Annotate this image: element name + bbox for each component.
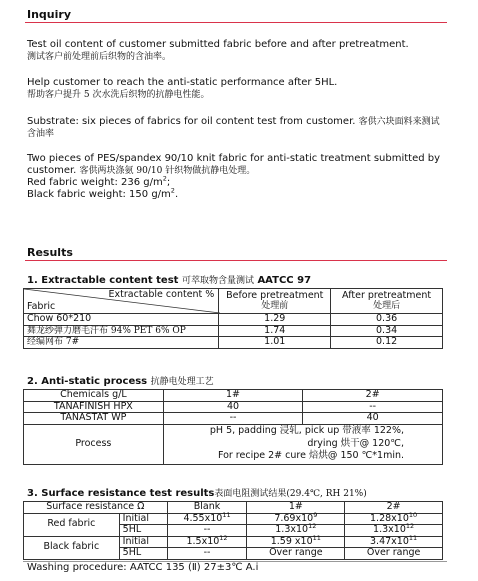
table-row: Red fabric Initial $4.55x10^{11}$ $7.69x10^9$ $1.28x10^{10}$ <box>24 513 443 525</box>
p2-en: Help customer to reach the anti-static performance after 5HL. <box>27 77 338 88</box>
process-row: Process pH 5, padding 浸轧, pick up 带液率 122%, drying 烘干@ 120℃, For recipe 2# cure 焙烘@ 150 ℃*1min. <box>24 424 443 464</box>
table3-title: 3. Surface resistance test results表面电阻测试结果(29.4℃, RH 21%) <box>27 488 367 499</box>
table1-title: 1. Extractable content test 可萃取物含量测试 AATCC 97 <box>27 275 312 286</box>
inquiry-rule <box>25 22 447 23</box>
p3-cn: 客供六块面料来测试含油率 <box>27 117 440 139</box>
extractable-table <box>23 288 443 349</box>
results-rule <box>25 260 447 261</box>
after-header: After pretreatment 处理后 <box>331 289 443 314</box>
table2-title: 2. Anti-static process 抗静电处理工艺 <box>27 376 214 387</box>
inquiry-paragraph-2 <box>27 77 447 101</box>
inquiry-heading: Inquiry <box>27 8 71 21</box>
table-row: TANASTAT WP -- 40 <box>24 413 443 425</box>
table-row: 5HL -- $1.3x10^{12}$ $1.3x10^{12}$ <box>24 525 443 537</box>
p4-cn: 客供两块涤氨 90/10 针织物做抗静电处理。 <box>79 166 256 176</box>
p4-en: Two pieces of PES/spandex 90/10 knit fabric for anti-static treatment submitted by customer. <box>27 153 441 176</box>
diag-header: Extractable content % Fabric <box>24 289 219 314</box>
washing-procedure: Washing procedure: AATCC 135 (Ⅱ) 27±3℃ A.i <box>27 562 259 573</box>
p3-en: Substrate: six pieces of fabrics for oil content test from customer. <box>27 116 356 127</box>
table-row: Black fabric Initial $1.5x10^{12}$ 1.59 $x10^{11}$ $3.47x10^{11}$ <box>24 536 443 548</box>
inquiry-paragraph-4: Two pieces of PES/spandex 90/10 knit fabric for anti-static treatment submitted by customer. 客供两块涤氨 90/10 针织物做抗静电处理。 Red fabric weight: 236 $g/m^2$; Black fabric weight: 150 $g/m^2$. <box>27 153 441 200</box>
results-heading: Results <box>27 246 73 259</box>
p1-cn: 测试客户前处理前后织物的含油率。 <box>27 52 172 62</box>
anti-static-table: Chemicals g/L 1# 2# TANAFINISH HPX 40 -- TANASTAT WP -- 40 Process pH 5, padding 浸轧, pick up 带液率 122%, drying 烘干@ 120℃, For recipe 2# cure 焙烘@ 150 ℃*1min. <box>23 389 443 465</box>
p2-cn: 帮助客户提升 5 次水洗后织物的抗静电性能。 <box>27 90 210 100</box>
surface-resistance-table: Surface resistance Ω Blank 1# 2# Red fabric Initial $4.55x10^{11}$ $7.69x10^9$ $1.28x10^{10}$ 5HL -- $1.3x10^{12}$ $1.3x10^{12}$ Black fabric Initial $1.5x10^{12}$ 1.59 $x10^{11}$ $3.47x10^{11}$ 5HL -- Over range Over range <box>23 501 443 560</box>
table-row: TANAFINISH HPX 40 -- <box>24 401 443 413</box>
inquiry-paragraph-3 <box>27 116 447 140</box>
table-row: 5HL -- Over range Over range <box>24 548 443 560</box>
inquiry-paragraph-1 <box>27 39 447 63</box>
before-header: Before pretreatment 处理前 <box>219 289 331 314</box>
black-weight: Black fabric weight: 150 g/m <box>27 189 171 200</box>
table-row: 经编网布 7# 1.01 0.12 <box>24 337 443 349</box>
red-weight: Red fabric weight: 236 g/m <box>27 177 163 188</box>
table-row: 舞龙纱弹力磨毛汗布 94% PET 6% OP 1.74 0.34 <box>24 325 443 337</box>
p1-en: Test oil content of customer submitted fabric before and after pretreatment. <box>27 39 409 50</box>
table-row: Chow 60*210 1.29 0.36 <box>24 314 443 326</box>
process-cell: pH 5, padding 浸轧, pick up 带液率 122%, drying 烘干@ 120℃, For recipe 2# cure 焙烘@ 150 ℃*1min. <box>163 424 442 464</box>
